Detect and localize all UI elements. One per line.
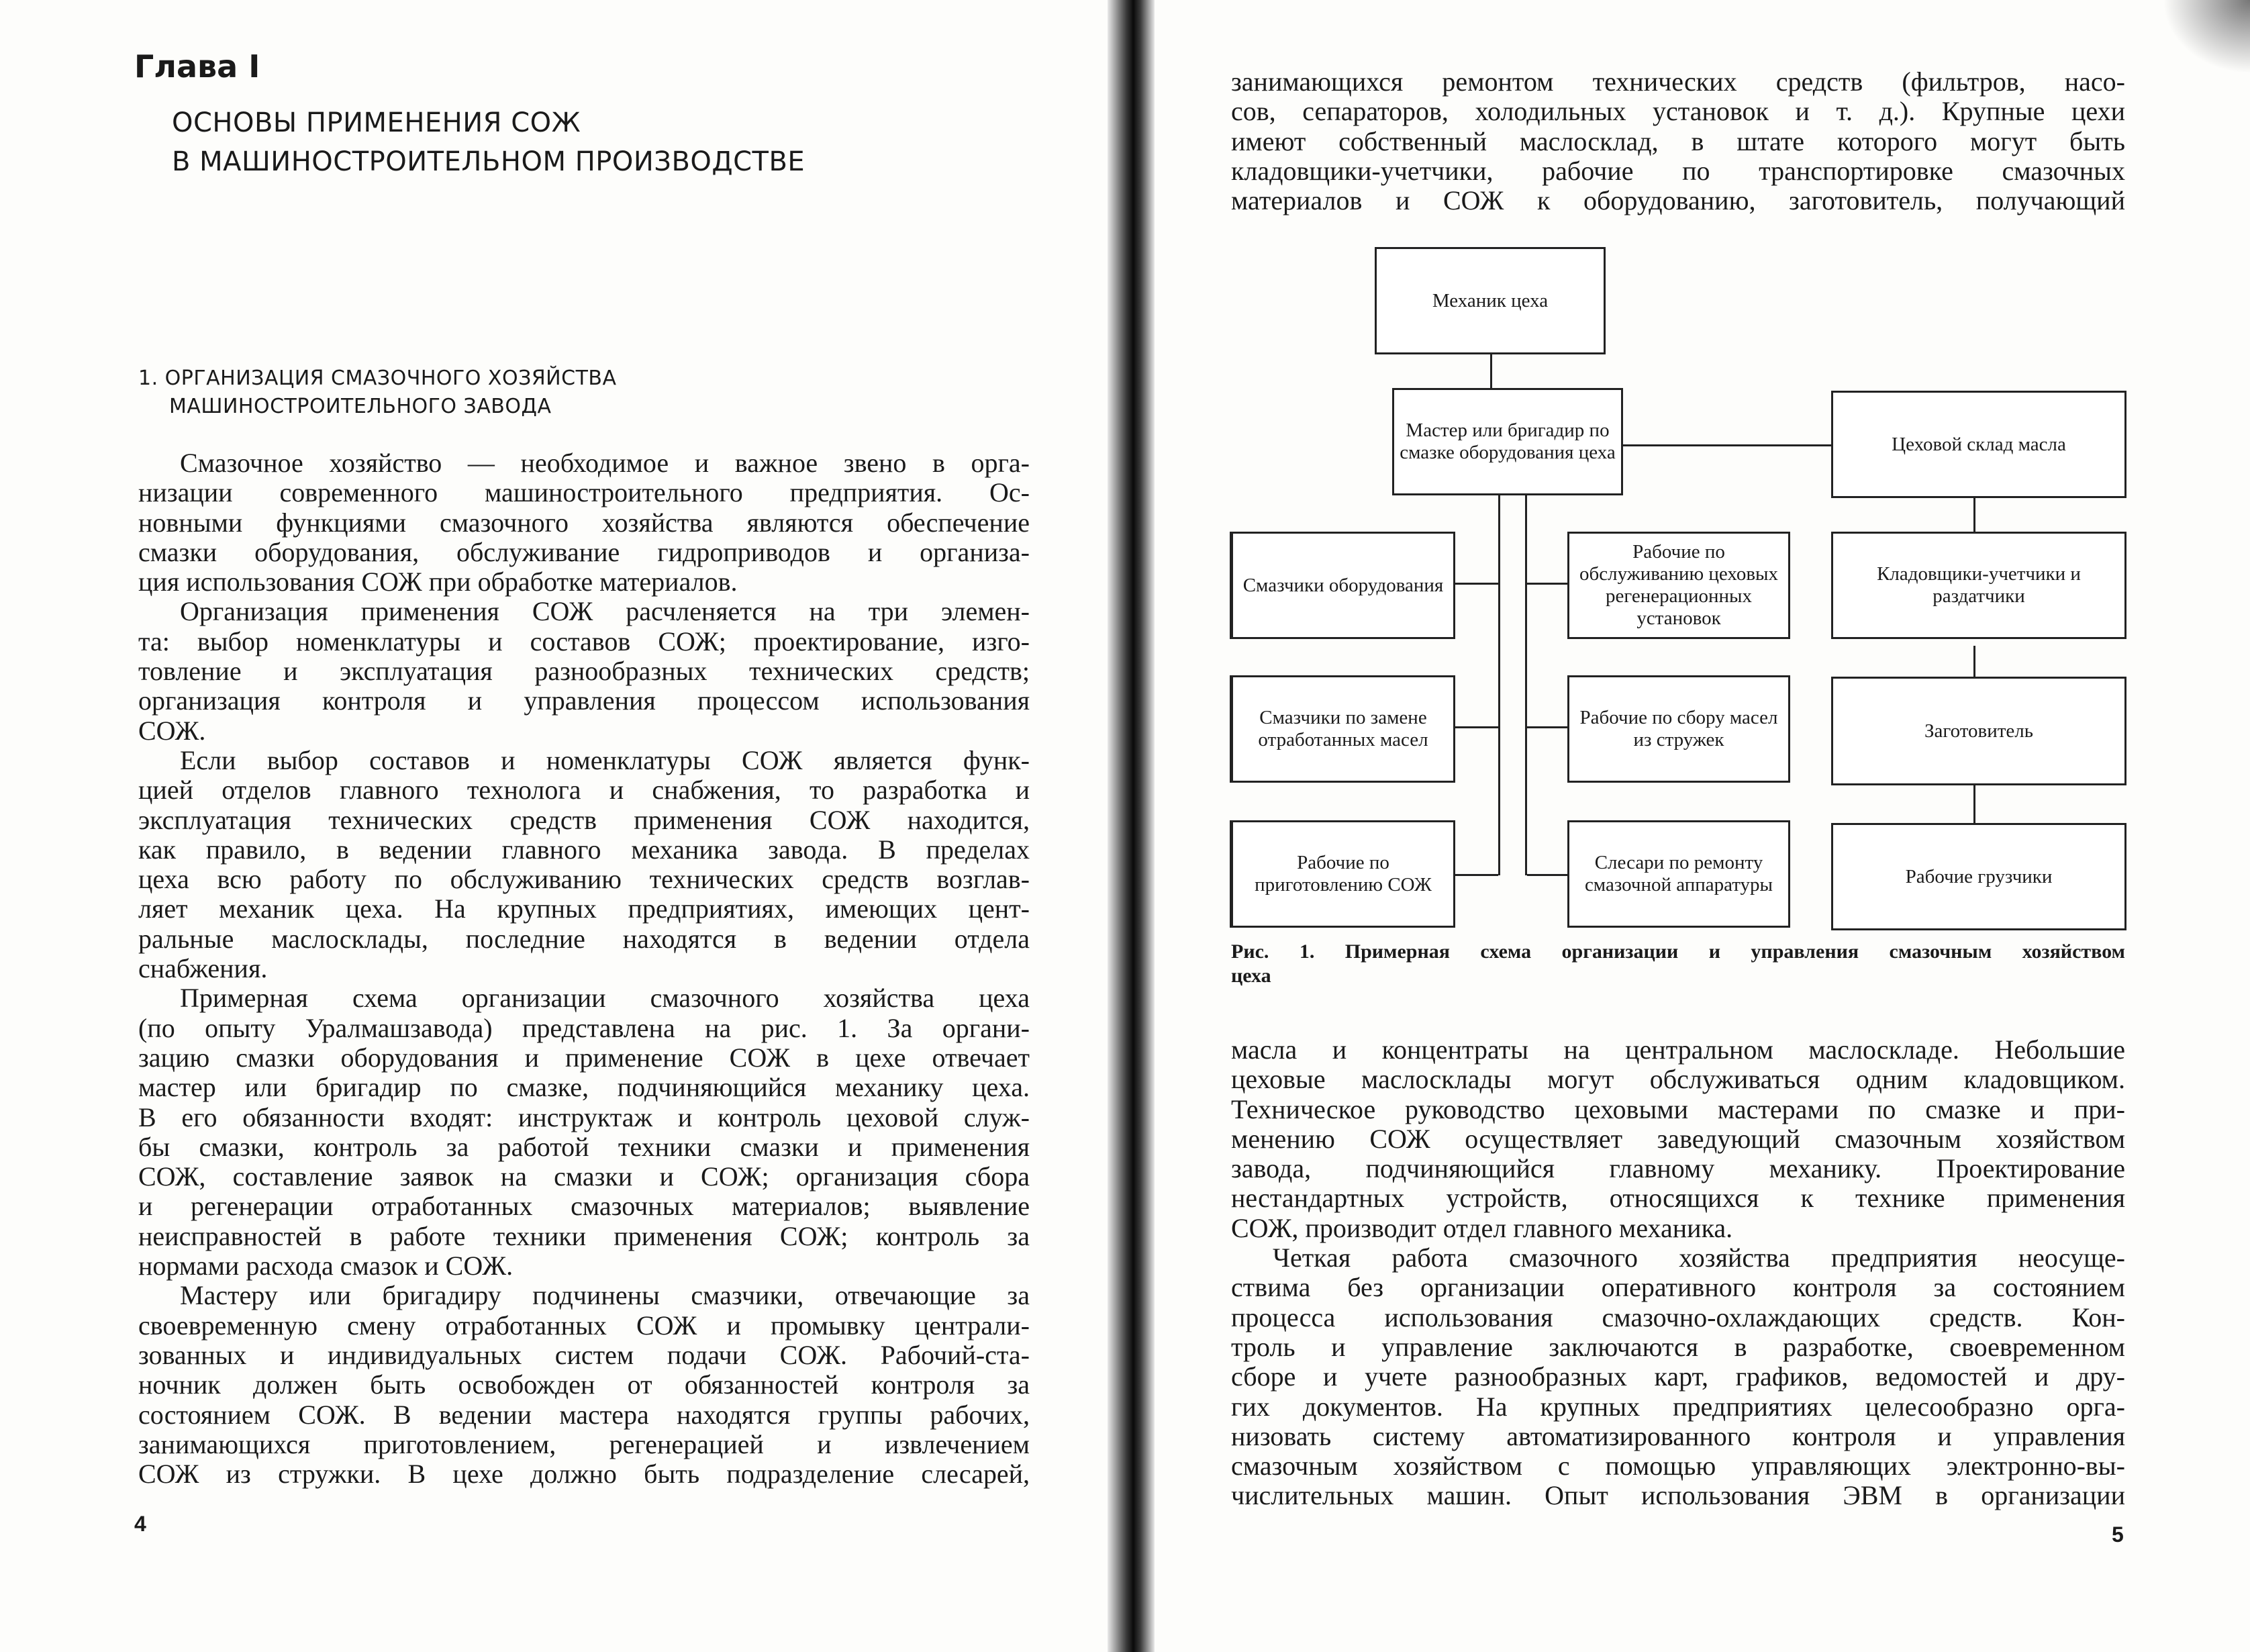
text-line: смазки оборудования, обслуживание гидроприводов и организа- [138, 537, 1030, 567]
box-mechanic: Механик цеха [1375, 247, 1606, 354]
box-repair-fitters: Слесари по ремонту смазочной аппаратуры [1567, 820, 1790, 928]
text-line: В его обязанности входят: инструктаж и контроль цеховой служ- [138, 1102, 1030, 1132]
text-line: числительных машин. Опыт использования ЭВМ в организации [1231, 1481, 2125, 1511]
text-line: масла и концентраты на центральном маслоскладе. Небольшие [1231, 1035, 2125, 1065]
caption-line: цеха [1231, 965, 1271, 987]
page-number-right: 5 [2112, 1522, 2124, 1547]
text-line: троль и управление заключаются в разработке, своевременном [1231, 1332, 2125, 1362]
box-oil-collection: Рабочие по сбору масел из стружек [1567, 675, 1790, 783]
text-line: менению СОЖ осуществляет заведующий смазочным хозяйством [1231, 1124, 2125, 1154]
connector [1527, 583, 1567, 585]
box-procurer: Заготовитель [1831, 677, 2126, 785]
connector [1973, 785, 1975, 823]
text-line: Мастеру или бригадиру подчинены смазчики, отвечающие за [180, 1281, 1030, 1311]
chapter-title-line-1: ОСНОВЫ ПРИМЕНЕНИЯ СОЖ [172, 107, 581, 138]
text-line: материалов и СОЖ к оборудованию, заготовитель, получающий [1231, 186, 2125, 216]
connector [1623, 444, 1831, 446]
connector [1490, 354, 1492, 389]
scan-artifact [2163, 0, 2250, 74]
text-line: состоянием СОЖ. В ведении мастера находятся группы рабочих, [138, 1400, 1030, 1430]
text-line: низовать систему автоматизированного контроля и управления [1231, 1421, 2125, 1451]
text-line: ночник должен быть освобожден от обязанностей контроля за [138, 1370, 1030, 1400]
text-line: неисправностей в работе техники применения СОЖ; контроль за [138, 1221, 1030, 1251]
connector [1973, 646, 1975, 677]
text-line: организация контроля и управления процессом использования [138, 686, 1030, 716]
text-line: эксплуатация технических средств применения СОЖ находится, [138, 805, 1030, 835]
text-line: ляет механик цеха. На крупных предприятиях, имеющих цент- [138, 894, 1030, 924]
connector [1498, 495, 1500, 875]
text-line: Если выбор составов и номенклатуры СОЖ является функ- [180, 745, 1030, 775]
text-line: сов, сепараторов, холодильных установок и т. д.). Крупные цехи [1231, 97, 2125, 127]
box-storekeepers: Кладовщики-учетчики и раздатчики [1831, 532, 2126, 639]
caption-line: Рис. 1. Примерная схема организации и управления смазочным хозяйством [1231, 940, 2125, 963]
text-line: СОЖ, производит отдел главного механика. [1231, 1213, 1733, 1243]
section-heading-line-1: 1. ОРГАНИЗАЦИЯ СМАЗОЧНОГО ХОЗЯЙСТВА [138, 367, 617, 390]
text-line: ция использования СОЖ при обработке материалов. [138, 567, 738, 597]
connector [1455, 726, 1498, 728]
left-body-text [138, 448, 1030, 1489]
chapter-heading: Глава I [134, 48, 260, 85]
text-line: ральные маслосклады, последние находятся в ведении отдела [138, 924, 1030, 954]
text-line: (по опыту Уралмашзавода) представлена на рис. 1. За органи- [138, 1013, 1030, 1043]
box-master: Мастер или бригадир по смазке оборудования цеха [1392, 388, 1623, 495]
box-lubricators: Смазчики оборудования [1230, 532, 1455, 639]
section-heading-line-2: МАШИНОСТРОИТЕЛЬНОГО ЗАВОДА [169, 395, 552, 418]
text-line: та: выбор номенклатуры и составов СОЖ; проектирование, изго- [138, 626, 1030, 657]
text-line: зацию смазки оборудования и применение СОЖ в цехе отвечает [138, 1042, 1030, 1073]
text-line: гих документов. На крупных предприятиях целесообразно орга- [1231, 1392, 2125, 1422]
text-line: Четкая работа смазочного хозяйства предприятия неосуще- [1273, 1243, 2125, 1273]
text-line: Техническое руководство цеховыми мастерами по смазке и при- [1231, 1094, 2125, 1124]
text-line: зованных и индивидуальных систем подачи СОЖ. Рабочий-ста- [138, 1340, 1030, 1370]
connector [1455, 583, 1498, 585]
text-line: новными функциями смазочного хозяйства являются обеспечение [138, 507, 1030, 538]
chapter-title-line-2: В МАШИНОСТРОИТЕЛЬНОМ ПРОИЗВОДСТВЕ [172, 146, 805, 177]
connector [1525, 495, 1527, 875]
text-line: завода, подчиняющийся главному механику. Проектирование [1231, 1154, 2125, 1184]
box-oil-replacement: Смазчики по замене отработанных масел [1230, 675, 1455, 783]
text-line: низации современного машиностроительного предприятия. Ос- [138, 478, 1030, 508]
text-line: занимающихся приготовлением, регенерацией и извлечением [138, 1429, 1030, 1459]
connector [1973, 498, 1975, 532]
text-line: смазочным хозяйством с помощью управляющих электронно-вы- [1231, 1451, 2125, 1481]
right-top-text [1231, 67, 2125, 215]
text-line: и регенерации отработанных смазочных материалов; выявление [138, 1192, 1030, 1222]
book-gutter [1108, 0, 1155, 1652]
text-line: СОЖ, составление заявок на смазки и СОЖ; организация сбора [138, 1162, 1030, 1192]
text-line: цией отделов главного технолога и снабжения, то разработка и [138, 775, 1030, 806]
text-line: имеют собственный маслосклад, в штате которого могут быть [1231, 126, 2125, 156]
connector [1455, 874, 1498, 876]
figure-caption [1231, 940, 2125, 988]
text-line: своевременную смену отработанных СОЖ и промывку централи- [138, 1310, 1030, 1341]
text-line: кладовщики-учетчики, рабочие по транспортировке смазочных [1231, 156, 2125, 186]
connector [1527, 726, 1567, 728]
text-line: бы смазки, контроль за работой техники смазки и применения [138, 1132, 1030, 1162]
text-line: ствима без организации оперативного контроля за состоянием [1231, 1273, 2125, 1303]
box-regeneration-workers: Рабочие по обслуживанию цеховых регенерационных установок [1567, 532, 1790, 639]
text-line: цеховые маслосклады могут обслуживаться одним кладовщиком. [1231, 1065, 2125, 1095]
text-line: Организация применения СОЖ расчленяется на три элемен- [180, 597, 1030, 627]
text-line: мастер или бригадир по смазке, подчиняющийся механику цеха. [138, 1073, 1030, 1103]
text-line: цеха всю работу по обслуживанию технических средств возглав- [138, 865, 1030, 895]
text-line: процесса использования смазочно-охлаждающих средств. Кон- [1231, 1302, 2125, 1332]
box-warehouse: Цеховой склад масла [1831, 391, 2126, 498]
page-number-left: 4 [134, 1512, 146, 1536]
connector [1527, 874, 1567, 876]
text-line: СОЖ. [138, 716, 206, 746]
text-line: сборе и учете разнообразных карт, графиков, ведомостей и дру- [1231, 1362, 2125, 1392]
text-line: нормами расхода смазок и СОЖ. [138, 1251, 513, 1281]
text-line: занимающихся ремонтом технических средств (фильтров, насо- [1231, 67, 2125, 97]
text-line: Смазочное хозяйство — необходимое и важное звено в орга- [180, 448, 1030, 478]
text-line: Примерная схема организации смазочного хозяйства цеха [180, 983, 1030, 1014]
box-loaders: Рабочие грузчики [1831, 823, 2126, 930]
text-line: нестандартных устройств, относящихся к технике применения [1231, 1183, 2125, 1214]
right-bottom-text [1231, 1035, 2125, 1511]
box-coolant-preparation: Рабочие по приготовлению СОЖ [1230, 820, 1455, 928]
text-line: снабжения. [138, 954, 268, 984]
text-line: СОЖ из стружки. В цехе должно быть подразделение слесарей, [138, 1459, 1030, 1490]
text-line: товление и эксплуатация разнообразных технических средств; [138, 657, 1030, 687]
text-line: как правило, в ведении главного механика завода. В пределах [138, 834, 1030, 865]
